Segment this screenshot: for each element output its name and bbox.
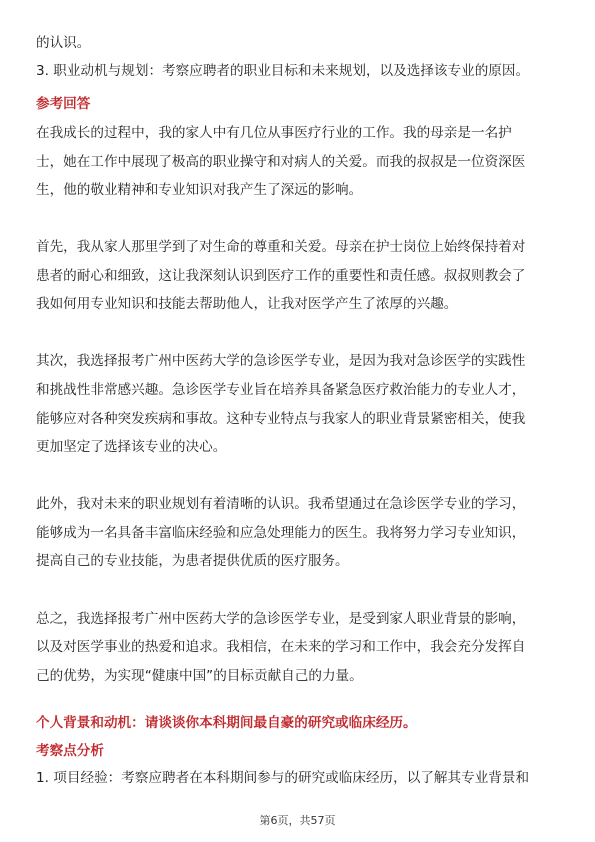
- paragraph-4-line-1: 此外，我对未来的职业规划有着清晰的认识。我希望通过在急诊医学专业的学习，: [36, 496, 526, 512]
- paragraph-3-line-1: 其次，我选择报考广州中医药大学的急诊医学专业，是因为我对急诊医学的实践性: [36, 353, 526, 369]
- paragraph-2-line-2: 患者的耐心和细致，这让我深刻认识到医疗工作的重要性和责任感。叔叔则教会了: [36, 268, 526, 284]
- answer-heading: 参考回答: [36, 96, 91, 112]
- paragraph-2-line-3: 我如何用专业知识和技能去帮助他人，让我对医学产生了浓厚的兴趣。: [36, 296, 458, 312]
- analysis-heading: 考察点分析: [36, 743, 104, 759]
- paragraph-1-line-3: 生，他的敬业精神和专业知识对我产生了深远的影响。: [36, 182, 363, 198]
- paragraph-3-line-4: 更加坚定了选择该专业的决心。: [36, 439, 227, 455]
- paragraph-3-line-2: 和挑战性非常感兴趣。急诊医学专业旨在培养具备紧急医疗救治能力的专业人才，: [36, 382, 526, 398]
- paragraph-1-line-2: 士，她在工作中展现了极高的职业操守和对病人的关爱。而我的叔叔是一位资深医: [36, 154, 526, 170]
- analysis-item-1: 1. 项目经验：考察应聘者在本科期间参与的研究或临床经历，以了解其专业背景和: [36, 770, 530, 786]
- paragraph-5-line-1: 总之，我选择报考广州中医药大学的急诊医学专业，是受到家人职业背景的影响，: [36, 611, 526, 627]
- paragraph-5-line-2: 以及对医学事业的热爱和追求。我相信，在未来的学习和工作中，我会充分发挥自: [36, 639, 526, 655]
- paragraph-1-line-1: 在我成长的过程中，我的家人中有几位从事医疗行业的工作。我的母亲是一名护: [36, 125, 512, 141]
- paragraph-4-line-3: 提高自己的专业技能，为患者提供优质的医疗服务。: [36, 553, 349, 569]
- paragraph-3-line-3: 能够应对各种突发疾病和事故。这种专业特点与我家人的职业背景紧密相关，使我: [36, 411, 526, 427]
- paragraph-4-line-2: 能够成为一名具备丰富临床经验和应急处理能力的医生。我将努力学习专业知识，: [36, 525, 526, 541]
- page-number-footer: 第6页，共57页: [259, 814, 336, 827]
- intro-line-1: 的认识。: [36, 35, 91, 51]
- paragraph-5-line-3: 己的优势，为实现“健康中国”的目标贡献自己的力量。: [36, 668, 363, 684]
- paragraph-2-line-1: 首先，我从家人那里学到了对生命的尊重和关爱。母亲在护士岗位上始终保持着对: [36, 239, 526, 255]
- question-heading: 个人背景和动机：请谈谈你本科期间最自豪的研究或临床经历。: [36, 715, 417, 731]
- intro-line-2: 3. 职业动机与规划：考察应聘者的职业目标和未来规划，以及选择该专业的原因。: [36, 63, 530, 79]
